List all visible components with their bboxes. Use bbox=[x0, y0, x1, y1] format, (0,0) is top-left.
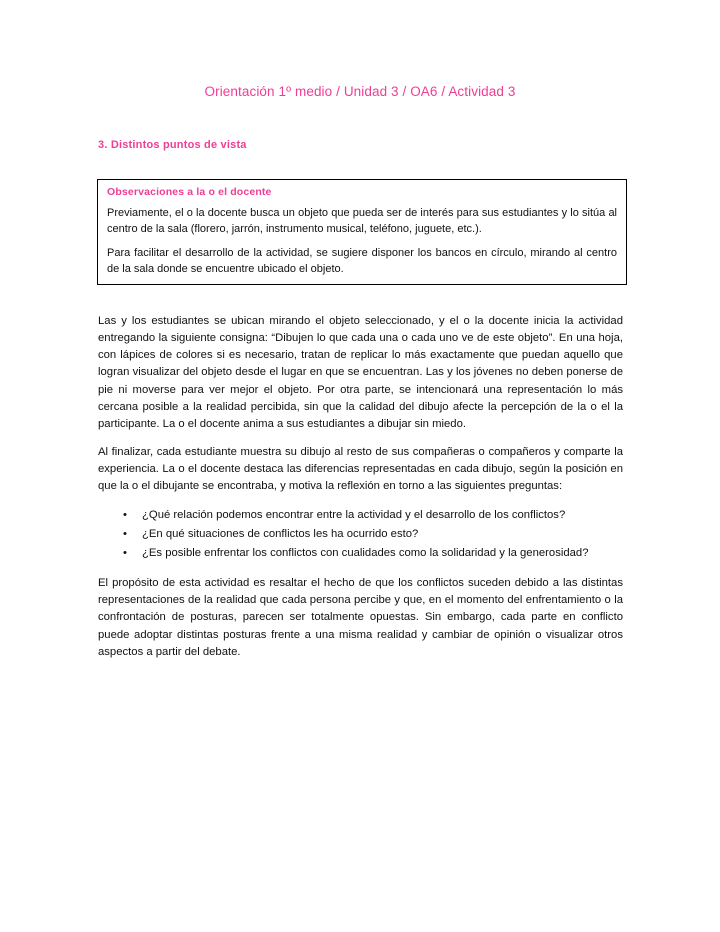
observations-paragraph-1: Previamente, el o la docente busca un objeto que pueda ser de interés para sus estudiantes y lo sitúa al centro de la sala (florero, jarrón, instrumento musical, teléfono, juguete, etc.). bbox=[107, 207, 617, 236]
list-item bbox=[98, 526, 623, 543]
list-item bbox=[98, 545, 623, 562]
body-paragraph-3: El propósito de esta actividad es resaltar el hecho de que los conflictos suceden debido a las distintas representaciones de la realidad que cada persona percibe y que, en el momento del enfrentamiento o la confrontación de posturas, parecen ser totalmente opuestas. Sin embargo, cada parte en conflicto puede adoptar distintas posturas frente a una misma realidad y cambiar de opinión o visualizar otros aspectos a partir del debate. bbox=[98, 577, 623, 658]
question-text: ¿En qué situaciones de conflictos les ha ocurrido esto? bbox=[142, 527, 419, 540]
body-content bbox=[98, 313, 623, 672]
page-title: Orientación 1º medio / Unidad 3 / OA6 / Actividad 3 bbox=[204, 84, 516, 99]
question-text: ¿Qué relación podemos encontrar entre la actividad y el desarrollo de los conflictos? bbox=[142, 508, 566, 521]
bullet-icon: • bbox=[123, 527, 127, 540]
question-list bbox=[98, 507, 623, 562]
observations-paragraph-2: Para facilitar el desarrollo de la actividad, se sugiere disponer los bancos en círculo, mirando al centro de la sala donde se encuentre ubicado el objeto. bbox=[107, 247, 617, 276]
question-text: ¿Es posible enfrentar los conflictos con cualidades como la solidaridad y la generosidad? bbox=[142, 546, 589, 559]
bullet-icon: • bbox=[123, 546, 127, 559]
bullet-icon: • bbox=[123, 508, 127, 521]
section-heading: 3. Distintos puntos de vista bbox=[98, 139, 247, 151]
observations-callout-box bbox=[97, 179, 627, 285]
body-paragraph-2: Al finalizar, cada estudiante muestra su dibujo al resto de sus compañeras o compañeros y comparte la experiencia. La o el docente destaca las diferencias representadas en cada dibujo, según la posición en que la o el dibujante se encontraba, y motiva la reflexión en torno a las siguientes preguntas: bbox=[98, 446, 623, 493]
observations-box-title: Observaciones a la o el docente bbox=[107, 186, 272, 198]
body-paragraph-1: Las y los estudiantes se ubican mirando el objeto seleccionado, y el o la docente inicia la actividad entregando la siguiente consigna: “Dibujen lo que cada una o cada uno ve de este objeto”. En una hoja, con lápices de colores si es necesario, tratan de replicar lo más exactamente que puedan aquello que logran visualizar del objeto desde el lugar en que se encuentran. Las y los jóvenes no deben ponerse de pie ni moverse para ver mejor el objeto. Por otra parte, se intencionará una representación lo más cercana posible a la realidad percibida, sin que la calidad del dibujo afecte la percepción de la o el la participante. La o el docente anima a sus estudiantes a dibujar sin miedo. bbox=[98, 315, 623, 430]
list-item bbox=[98, 507, 623, 524]
